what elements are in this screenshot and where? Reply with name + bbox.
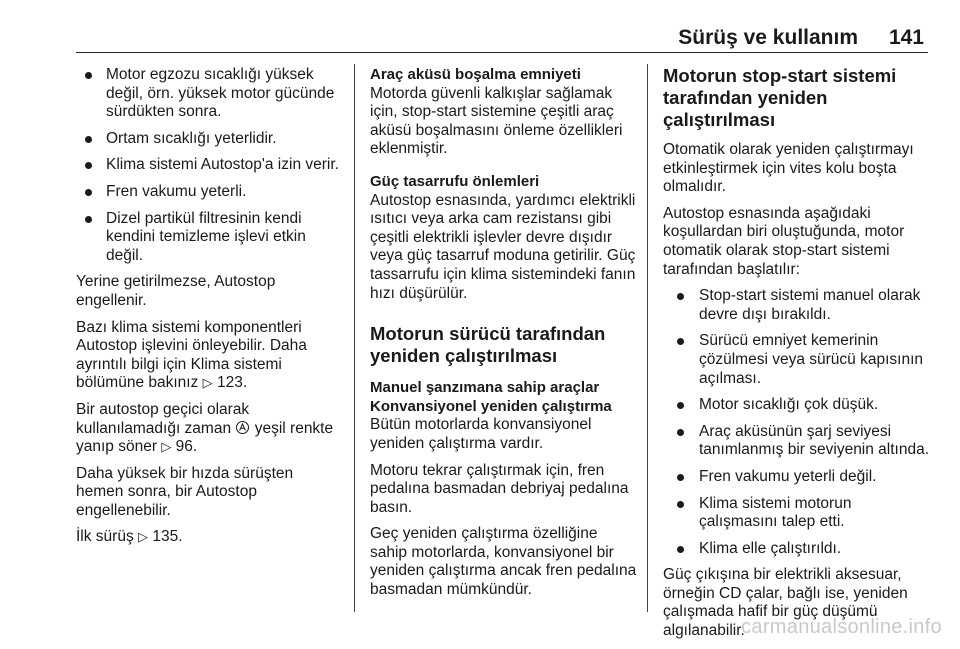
autostop-a-icon: [235, 420, 250, 437]
section-subheading: Araç aküsü boşalma emniyeti: [370, 66, 581, 83]
page-header-title: Sürüş ve kullanım: [678, 26, 858, 49]
page-header: [76, 22, 928, 53]
page-reference-arrow-icon: ▷: [202, 375, 213, 391]
paragraph: Geç yeniden çalıştırma özelliğine sahip motorlarda, konvansiyonel bir yeniden çalıştırma ancak fren pedalına basmadan mümkündür.: [370, 525, 637, 599]
list-item: Motor egzozu sıcaklığı yüksek değil, örn. yüksek motor gücünde sürdükten sonra.: [76, 66, 344, 122]
column-1: [76, 66, 344, 555]
list-item: Fren vakumu yeterli.: [76, 183, 344, 202]
list-item: Sürücü emniyet kemerinin çözülmesi veya sürücü kapısının açılması.: [663, 332, 931, 388]
list-item: Dizel partikül filtresinin kendi kendini temizleme işlevi etkin değil.: [76, 210, 344, 266]
column-divider-2: [647, 64, 648, 612]
list-item: Klima sistemi motorun çalışmasını talep etti.: [663, 495, 931, 532]
paragraph: Autostop esnasında aşağıdaki koşullardan biri oluştuğunda, motor otomatik olarak stop-start sistemi tarafından başlatılır:: [663, 204, 905, 278]
paragraph-text: yeşil renkte yanıp söner: [76, 419, 334, 456]
list-item: Fren vakumu yeterli değil.: [663, 468, 931, 487]
paragraph: Yerine getirilmezse, Autostop engellenir.: [76, 273, 276, 309]
section-subheading: Konvansiyonel yeniden çalıştırma: [370, 397, 612, 415]
page-reference-arrow-icon: ▷: [138, 529, 149, 545]
column-2: [370, 66, 638, 608]
paragraph-text: İlk sürüş: [76, 528, 134, 546]
paragraph: Otomatik olarak yeniden çalıştırmayı etkinleştirmek için vites kolu boşta olmalıdır.: [663, 141, 914, 196]
paragraph-text: Bazı klima sistemi komponentleri Autostop işlevini önleyebilir. Daha ayrıntılı bilgi için Klima sistemi bölümüne bakınız: [76, 318, 307, 392]
paragraph: Motoru tekrar çalıştırmak için, fren pedalına basmadan debriyaj pedalına basın.: [370, 461, 629, 516]
column-divider-1: [354, 64, 355, 612]
page-reference[interactable]: 135.: [152, 528, 183, 546]
list-item: Araç aküsünün şarj seviyesi tanımlanmış bir seviyenin altında.: [663, 423, 931, 460]
restart-conditions-list: [663, 287, 931, 558]
list-item: Ortam sıcaklığı yeterlidir.: [76, 130, 344, 149]
section-heading: Motorun stop-start sistemi tarafından yeniden çalıştırılması: [663, 65, 897, 130]
paragraph: Daha yüksek bir hızda sürüşten hemen sonra, bir Autostop engellenebilir.: [76, 464, 294, 519]
paragraph-text: Bir autostop geçici olarak kullanılamadığı zaman: [76, 400, 250, 437]
page-reference-arrow-icon: ▷: [161, 439, 172, 455]
page-number: 141: [888, 26, 924, 49]
paragraph: [76, 401, 344, 457]
list-item: Stop-start sistemi manuel olarak devre dışı bırakıldı.: [663, 287, 931, 324]
watermark: carmanualsonline.info: [741, 616, 942, 638]
section-heading: Motorun sürücü tarafından yeniden çalıştırılması: [370, 323, 606, 367]
page-reference[interactable]: 123.: [216, 374, 248, 392]
column-3: [663, 66, 931, 649]
paragraph: [76, 528, 344, 547]
list-item: Klima elle çalıştırıldı.: [663, 540, 931, 559]
paragraph: Güç çıkışına bir elektrikli aksesuar, örneğin CD çalar, bağlı ise, yeniden çalışmada hafif bir güç düşümü algılanabilir.: [663, 566, 908, 640]
list-item: Klima sistemi Autostop'a izin verir.: [76, 156, 344, 175]
list-item: Motor sıcaklığı çok düşük.: [663, 396, 931, 415]
paragraph: [76, 319, 344, 393]
paragraph: Bütün motorlarda konvansiyonel yeniden çalıştırma vardır.: [370, 416, 592, 452]
page-reference[interactable]: 96.: [175, 438, 198, 456]
paragraph: Motorda güvenli kalkışlar sağlamak için, stop-start sistemine çeşitli araç aküsü boşalmasını önleme özellikleri eklenmiştir.: [370, 84, 623, 158]
paragraph: Autostop esnasında, yardımcı elektrikli ısıtıcı veya arka cam rezistansı gibi çeşitli elektrikli işlevler devre dışıdır veya güç tasarruf moduna getirilir. Güç tassarrufu için klima sistemindeki fanın hızı düşürülür.: [370, 191, 636, 302]
section-subheading: Manuel şanzımana sahip araçlar: [370, 379, 600, 397]
autostop-conditions-list: [76, 66, 344, 265]
section-subheading: Güç tasarrufu önlemleri: [370, 172, 540, 190]
